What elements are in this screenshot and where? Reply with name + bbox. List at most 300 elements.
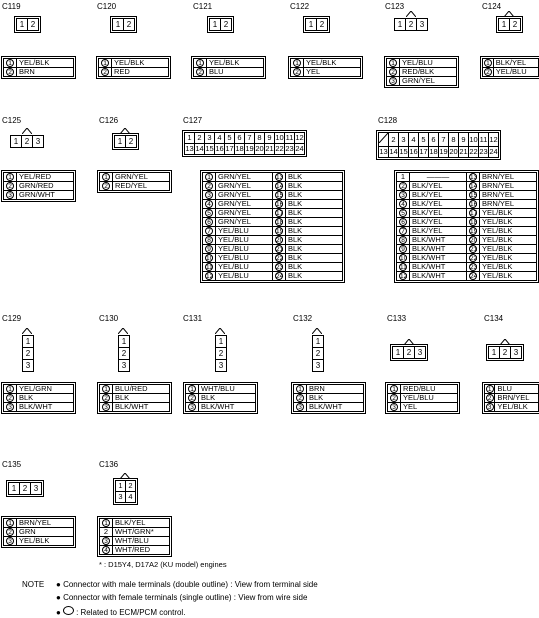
pin-number-circled: 3 (102, 403, 110, 411)
pin-cell: 10 (275, 133, 284, 142)
pin-number-circled: 1 (6, 385, 14, 393)
pin-cell: 3 (419, 20, 425, 29)
wire-pin (203, 245, 216, 254)
wire-color: YEL/BLU (216, 254, 273, 263)
pin-cell: 2 (128, 137, 134, 146)
pin-number-circled: 16 (276, 201, 284, 208)
pin-number-circled: 2 (296, 394, 304, 402)
pin-cell: 2 (30, 20, 36, 29)
wire-color: YEL/BLK (207, 59, 264, 68)
wire-pin (291, 59, 304, 68)
pin-cell: 7 (439, 133, 449, 147)
pin-cell: 1 (113, 19, 124, 30)
wire-color: BRN/YEL (480, 191, 537, 200)
note-text: Connector with female terminals (single outline) : View from wire side (63, 593, 308, 602)
pin-cell: 16 (215, 144, 224, 153)
note-line (56, 606, 185, 617)
wire-color: BRN/YEL (495, 394, 539, 403)
wire-color: BLK/WHT (199, 403, 256, 412)
pin-number-circled: 2 (486, 394, 494, 402)
wire-pin (294, 385, 307, 394)
wire-pin (397, 236, 410, 245)
wire-color: BLK/YEL (410, 182, 467, 191)
wire-pin (203, 173, 216, 182)
pin-cell: 7 (245, 133, 255, 144)
wire-color: GRN/YEL (400, 77, 457, 86)
wire-table (99, 384, 170, 412)
wire-pin (100, 403, 113, 412)
wire-row (100, 546, 170, 555)
pin-cell: 1 (116, 481, 126, 492)
pin-cell: 3 (218, 361, 224, 370)
wire-pin (273, 245, 286, 254)
wire-row (388, 394, 458, 403)
pin-cell: 2 (20, 483, 31, 494)
pin-number-circled: 7 (205, 227, 213, 235)
pin-cell: 24 (489, 147, 498, 156)
wire-color: BLK/WHT (410, 272, 467, 281)
wire-color: YEL/GRN (17, 385, 74, 394)
wire-color: YEL/BLK (304, 59, 361, 68)
wire-color: BLK/YEL (493, 59, 538, 68)
pin-cell: 6 (235, 133, 245, 144)
wire-row (291, 59, 361, 68)
wire-color: BLK (286, 191, 343, 200)
wire-color: BLU (495, 385, 539, 394)
wire-table (98, 58, 169, 77)
circle-marker-icon (63, 606, 74, 615)
wire-color: GRN/YEL (216, 200, 273, 209)
pin-number-circled: 2 (6, 68, 14, 76)
pin-cell: 24 (295, 144, 304, 153)
wire-pin (194, 59, 207, 68)
wire-color: YEL/BLK (480, 218, 537, 227)
wire-pin (397, 245, 410, 254)
pin-number-circled: 1 (102, 385, 110, 393)
wire-color: BLK (17, 394, 74, 403)
pin-number-circled: 4 (205, 200, 213, 208)
wire-row (100, 385, 170, 394)
pin-cell: 3 (399, 133, 409, 147)
pin-cell: 2 (313, 348, 323, 360)
wire-pin (291, 68, 304, 77)
pin-cell: 5 (419, 133, 429, 147)
pin-number-circled: 1 (486, 385, 494, 393)
wire-color: YEL/RED (17, 173, 74, 182)
pin-row (185, 133, 305, 144)
wire-color: BLK (286, 227, 343, 236)
wire-pin (186, 403, 199, 412)
wire-color: BLK/YEL (410, 227, 467, 236)
wire-pin (294, 394, 307, 403)
wire-color: BRN/YEL (480, 200, 537, 209)
pin-header (22, 335, 34, 372)
pin-number-circled: 10 (400, 255, 408, 262)
wire-pin (483, 68, 494, 77)
wire-color: BLK/WHT (410, 245, 467, 254)
wire-color: GRN/YEL (216, 191, 273, 200)
wire-color: GRN/RED (17, 182, 74, 191)
wire-row (99, 59, 169, 68)
pin-cell: 4 (126, 492, 136, 503)
pin-row (116, 481, 136, 492)
wire-pin (4, 537, 17, 546)
wire-pin (467, 236, 480, 245)
wire-color: BLK (286, 182, 343, 191)
pin-cell: 2 (406, 19, 417, 30)
pin-cell: 1 (395, 19, 406, 30)
wire-pin (397, 209, 410, 218)
pin-cell: 20 (255, 144, 264, 153)
pin-cell: 2 (216, 348, 226, 360)
wire-row (4, 385, 74, 394)
wire-row (294, 385, 364, 394)
pin-header (215, 335, 227, 372)
pin-number-circled: 3 (399, 191, 407, 199)
wire-pin (4, 59, 17, 68)
pin-cell: 2 (23, 348, 33, 360)
pin-number-circled: 2 (390, 394, 398, 402)
note-line (56, 580, 318, 589)
connector-title: C126 (99, 116, 119, 125)
pin-header (8, 482, 42, 495)
pin-cell: 1 (11, 136, 22, 147)
pin-header (16, 18, 39, 31)
wire-color: YEL/BLK (480, 209, 537, 218)
wire-row (4, 191, 74, 200)
pin-cell: 3 (315, 361, 321, 370)
wire-pin (273, 182, 286, 191)
pin-cell: 2 (126, 481, 136, 492)
pin-number-circled: 2 (196, 68, 204, 76)
wire-table (484, 384, 539, 412)
wire-color: WHT/RED (113, 546, 170, 555)
pin-cell: 2 (223, 20, 229, 29)
footnote: * : D15Y4, D17A2 (KU model) engines (99, 560, 227, 569)
wire-color: BRN/YEL (480, 173, 537, 182)
wire-color: WHT/GRN* (113, 528, 170, 537)
pin-number-circled: 4 (399, 200, 407, 208)
latch-icon (312, 328, 322, 334)
pin-number-circled: 1 (390, 385, 398, 393)
pin-cell: 2 (319, 20, 325, 29)
connector-title: C129 (2, 314, 22, 323)
pin-cell: 14 (389, 147, 398, 156)
pin-header (115, 480, 136, 503)
pin-number-circled: 23 (276, 264, 284, 271)
pin-number-circled: 13 (470, 174, 478, 181)
wire-color: BLU/RED (113, 385, 170, 394)
pin-number-circled: 6 (205, 218, 213, 226)
pin-number-circled: 1 (293, 59, 301, 67)
wire-pin (100, 546, 113, 555)
wire-color: YEL/BLK (480, 272, 537, 281)
pin-number-circled: 21 (470, 246, 478, 253)
wire-color: BRN/YEL (17, 519, 74, 528)
pin-number-circled: 19 (276, 228, 284, 235)
blank-slot-icon (379, 133, 388, 143)
pin-cell: 18 (429, 147, 438, 156)
wire-row (4, 537, 74, 546)
latch-icon (406, 11, 416, 17)
pin-cell: 1 (210, 19, 221, 30)
wire-pin (203, 209, 216, 218)
connector-title: C121 (193, 2, 213, 11)
pin-row (116, 492, 136, 503)
pin-header (305, 18, 328, 31)
pin-cell: 1 (489, 347, 500, 358)
wire-pin (4, 519, 17, 528)
wire-table (482, 58, 539, 77)
pin-number-circled: 2 (399, 182, 407, 190)
pin-cell: 3 (513, 348, 519, 357)
wire-color: BLK/YEL (410, 218, 467, 227)
wire-pin (194, 68, 207, 77)
wire-color: RED/YEL (113, 182, 170, 191)
wire-color: BLK (286, 218, 343, 227)
wire-pin (273, 200, 286, 209)
wire-pin (203, 218, 216, 227)
pin-cell: 2 (22, 136, 33, 147)
pin-cell: 19 (245, 144, 254, 153)
wire-color: YEL/BLU (216, 272, 273, 281)
wire-pin (186, 385, 199, 394)
pin-number-circled: 3 (205, 191, 213, 199)
wire-color: RED/BLK (400, 68, 457, 77)
pin-cell: 3 (35, 137, 41, 146)
wire-pin (467, 227, 480, 236)
connector-title: C127 (183, 116, 203, 125)
pin-number-circled: 1 (196, 59, 204, 67)
pin-cell: 1 (119, 336, 129, 348)
wire-color: BLK/WHT (113, 403, 170, 412)
pin-cell: 1 (216, 336, 226, 348)
wire-color: BLK (286, 200, 343, 209)
connector-title: C124 (482, 2, 502, 11)
pin-number-circled: 3 (188, 403, 196, 411)
note-text: Connector with male terminals (double outline) : View from terminal side (63, 580, 318, 589)
wire-row (186, 385, 256, 394)
wire-pin (100, 182, 113, 191)
pin-number-circled: 20 (470, 237, 478, 244)
latch-icon (404, 339, 414, 345)
connector-title: C130 (99, 314, 119, 323)
pin-cell: 1 (23, 336, 33, 348)
wire-row (194, 59, 264, 68)
pin-grid-c127 (184, 132, 305, 155)
pin-cell: 2 (195, 133, 205, 144)
pin-cell: 1 (313, 336, 323, 348)
wire-pin (387, 77, 400, 86)
pin-header (498, 18, 521, 31)
wire-pin (273, 254, 286, 263)
pin-number-circled: 1 (484, 59, 492, 67)
wire-color: BLK/WHT (410, 254, 467, 263)
wire-color: RED (112, 68, 169, 77)
wire-pin (397, 263, 410, 272)
wire-pin (4, 528, 17, 537)
pin-number-circled: 5 (205, 209, 213, 217)
connector-title: C136 (99, 460, 119, 469)
wire-row (485, 403, 539, 412)
pin-cell: 3 (33, 484, 39, 493)
wire-pin (203, 182, 216, 191)
wire-color: YEL/BLK (480, 263, 537, 272)
pin-number-circled: 18 (470, 219, 478, 226)
wire-table (202, 172, 343, 281)
wire-pin (467, 218, 480, 227)
wire-pin (387, 59, 400, 68)
wire-color: GRN/YEL (216, 218, 273, 227)
pin-cell: 19 (439, 147, 448, 156)
wire-pin (4, 385, 17, 394)
wire-pin (397, 191, 410, 200)
wire-pin (294, 403, 307, 412)
wire-row (100, 182, 170, 191)
pin-number-circled: 2 (484, 68, 492, 76)
pin-cell: 1 (393, 347, 404, 358)
wire-color: BLK (286, 254, 343, 263)
pin-number-circled: 1 (205, 173, 213, 181)
wire-pin (273, 209, 286, 218)
pin-cell: 1 (17, 19, 28, 30)
pin-number-circled: 15 (470, 192, 478, 199)
note-line (56, 593, 307, 602)
wire-pin (4, 403, 17, 412)
wire-pin (100, 537, 113, 546)
pin-header (312, 335, 324, 372)
wire-pin (467, 200, 480, 209)
pin-number-circled: 13 (276, 174, 284, 181)
wire-color: BLK (286, 263, 343, 272)
pin-row (185, 144, 305, 155)
wire-pin (397, 227, 410, 236)
pin-number-circled: 1 (102, 173, 110, 181)
wire-color: BLK/YEL (113, 519, 170, 528)
wire-table (3, 172, 74, 200)
wire-pin (485, 385, 495, 394)
pin-cell: 10 (469, 133, 479, 147)
wire-color: YEL/BLU (216, 236, 273, 245)
wire-row (4, 519, 74, 528)
latch-icon (215, 328, 225, 334)
bullet-icon: ● (56, 580, 64, 589)
connector-title: C125 (2, 116, 22, 125)
latch-icon (22, 128, 32, 134)
wire-pin (203, 254, 216, 263)
pin-cell: 5 (225, 133, 235, 144)
wire-pin (485, 403, 495, 412)
wire-color: BLK (199, 394, 256, 403)
pin-number-circled: 2 (205, 182, 213, 190)
pin-number-circled: 1 (6, 59, 14, 67)
wire-table (99, 518, 170, 555)
pin-number-circled: 8 (399, 236, 407, 244)
wire-color: BLK (286, 245, 343, 254)
pin-number-circled: 10 (206, 255, 214, 262)
pin-number-circled: 2 (101, 68, 109, 76)
pin-cell: 12 (489, 133, 499, 147)
wire-pin (397, 254, 410, 263)
pin-number-circled: 2 (102, 182, 110, 190)
latch-icon (500, 339, 510, 345)
pin-cell: 2 (389, 133, 399, 147)
pin-number-circled: 2 (6, 528, 14, 536)
pin-number-circled: 11 (400, 264, 407, 271)
pin-cell: 11 (285, 133, 294, 142)
connector-title: C120 (97, 2, 117, 11)
wire-color: YEL/BLU (401, 394, 458, 403)
pin-header (118, 335, 130, 372)
wire-pin (467, 209, 480, 218)
pin-number-circled: 17 (470, 210, 478, 217)
pin-cell: 1 (185, 133, 195, 144)
wire-table (99, 172, 170, 191)
wire-color: BLK (286, 272, 343, 281)
pin-cell: 23 (479, 147, 488, 156)
wire-pin (203, 272, 216, 281)
pin-cell: 3 (417, 348, 423, 357)
wire-pin (273, 272, 286, 281)
pin-number-circled: 1 (6, 519, 14, 527)
pin-number-circled: 1 (102, 519, 110, 527)
wire-color: BLK/YEL (410, 200, 467, 209)
pin-number-circled: 8 (205, 236, 213, 244)
wire-table (387, 384, 458, 412)
wire-color: YEL/BLU (216, 245, 273, 254)
wire-pin: 2 (100, 528, 113, 537)
wire-color: YEL/BLK (480, 236, 537, 245)
pin-number-circled: 22 (276, 255, 284, 262)
pin-cell: 1 (9, 483, 20, 494)
wire-table (185, 384, 256, 412)
wire-color: ——— (410, 173, 467, 182)
wire-pin (467, 245, 480, 254)
wire-pin (100, 394, 113, 403)
latch-icon (120, 128, 130, 134)
pin-number-circled: 2 (102, 394, 110, 402)
wire-color: BLK/WHT (17, 403, 74, 412)
connector-title: C132 (293, 314, 313, 323)
pin-cell: 2 (512, 20, 518, 29)
wire-pin (397, 200, 410, 209)
wire-pin (203, 227, 216, 236)
wire-table (3, 518, 74, 546)
pin-cell: 15 (399, 147, 408, 156)
pin-cell: 9 (459, 133, 469, 147)
wire-pin (100, 173, 113, 182)
wire-pin (273, 227, 286, 236)
pin-row (379, 133, 499, 147)
connector-title: C123 (385, 2, 405, 11)
pin-number-circled: 15 (276, 192, 284, 199)
connector-title: C134 (484, 314, 504, 323)
wire-color: BLK (113, 394, 170, 403)
wire-color: BLK (286, 236, 343, 245)
wire-color: YEL/BLK (480, 254, 537, 263)
wire-color: BLU (207, 68, 264, 77)
wire-pin (203, 200, 216, 209)
pin-number-circled: 24 (276, 273, 284, 280)
pin-cell: 11 (479, 133, 489, 147)
pin-number-circled: 3 (390, 403, 398, 411)
note-text: : Related to ECM/PCM control. (76, 608, 186, 617)
pin-cell: 4 (409, 133, 419, 147)
wire-pin (467, 173, 480, 182)
wire-pin (485, 394, 495, 403)
pin-number-circled: 18 (276, 219, 284, 226)
wire-pin (4, 182, 17, 191)
